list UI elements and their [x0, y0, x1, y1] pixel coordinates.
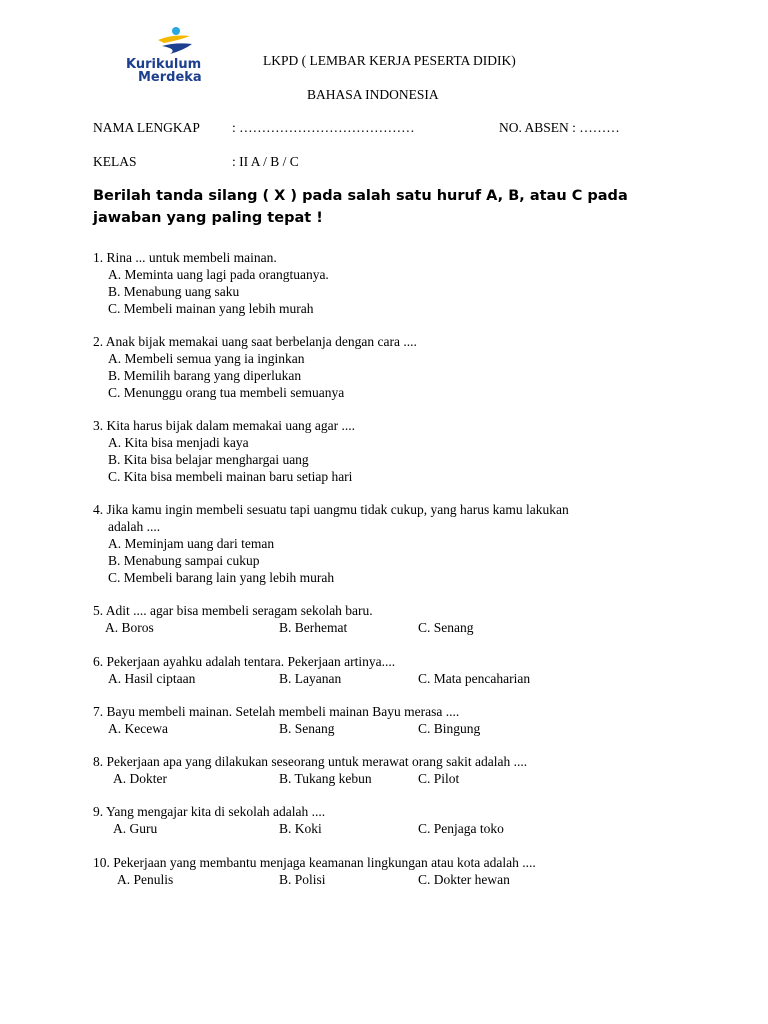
option-a[interactable]: A. Meminta uang lagi pada orangtuanya.	[108, 267, 329, 282]
option-c[interactable]: C. Dokter hewan	[418, 872, 510, 887]
instruction-text: Berilah tanda silang ( X ) pada salah satu huruf A, B, atau C pada jawaban yang paling tepat !	[93, 188, 628, 226]
question-8	[93, 753, 693, 787]
question-stem: 9. Yang mengajar kita di sekolah adalah ....	[93, 804, 326, 819]
option-b[interactable]: B. Senang	[279, 721, 335, 736]
question-7	[93, 703, 693, 737]
option-b[interactable]: B. Memilih barang yang diperlukan	[108, 368, 302, 383]
option-b[interactable]: B. Layanan	[279, 671, 342, 686]
absen-field[interactable]: NO. ABSEN : ………	[499, 120, 620, 135]
option-a[interactable]: A. Meminjam uang dari teman	[108, 536, 275, 551]
option-c[interactable]: C. Penjaga toko	[418, 821, 504, 836]
option-c[interactable]: C. Bingung	[418, 721, 481, 736]
option-a[interactable]: A. Boros	[105, 620, 154, 635]
question-stem: 3. Kita harus bijak dalam memakai uang agar ....	[93, 418, 356, 433]
option-b[interactable]: B. Berhemat	[279, 620, 348, 635]
option-b[interactable]: B. Tukang kebun	[279, 771, 372, 786]
question-stem: 10. Pekerjaan yang membantu menjaga keamanan lingkungan atau kota adalah ....	[93, 855, 536, 870]
worksheet-title: LKPD ( LEMBAR KERJA PESERTA DIDIK)	[263, 53, 516, 68]
question-stem: 7. Bayu membeli mainan. Setelah membeli mainan Bayu merasa ....	[93, 704, 460, 719]
logo-figure-icon	[150, 26, 200, 56]
subject-title: BAHASA INDONESIA	[307, 87, 439, 102]
question-10	[93, 854, 693, 888]
option-a[interactable]: A. Hasil ciptaan	[108, 671, 196, 686]
name-field[interactable]: : …………………………………	[232, 120, 415, 135]
option-c[interactable]: C. Membeli mainan yang lebih murah	[108, 301, 314, 316]
option-b[interactable]: B. Kita bisa belajar menghargai uang	[108, 452, 309, 467]
option-c[interactable]: C. Senang	[418, 620, 474, 635]
question-stem: 4. Jika kamu ingin membeli sesuatu tapi uangmu tidak cukup, yang harus kamu lakukan	[93, 502, 569, 517]
option-b[interactable]: B. Menabung sampai cukup	[108, 553, 260, 568]
class-field[interactable]: : II A / B / C	[232, 154, 299, 169]
option-c[interactable]: C. Kita bisa membeli mainan baru setiap hari	[108, 469, 353, 484]
option-b[interactable]: B. Menabung uang saku	[108, 284, 240, 299]
option-c[interactable]: C. Mata pencaharian	[418, 671, 531, 686]
question-6	[93, 653, 693, 687]
question-stem: 2. Anak bijak memakai uang saat berbelanja dengan cara ....	[93, 334, 417, 349]
question-stem-continued: adalah ....	[108, 519, 161, 534]
option-c[interactable]: C. Pilot	[418, 771, 460, 786]
logo-text-line1: Kurikulum	[126, 57, 202, 72]
option-a[interactable]: A. Guru	[113, 821, 158, 836]
option-a[interactable]: A. Membeli semua yang ia inginkan	[108, 351, 305, 366]
question-2	[93, 333, 693, 401]
question-stem: 5. Adit .... agar bisa membeli seragam sekolah baru.	[93, 603, 373, 618]
question-stem: 6. Pekerjaan ayahku adalah tentara. Pekerjaan artinya....	[93, 654, 396, 669]
option-a[interactable]: A. Kita bisa menjadi kaya	[108, 435, 249, 450]
question-1	[93, 249, 693, 317]
logo-text-line2: Merdeka	[138, 70, 202, 85]
option-a[interactable]: A. Penulis	[117, 872, 174, 887]
name-label: NAMA LENGKAP	[93, 120, 200, 135]
option-b[interactable]: B. Polisi	[279, 872, 326, 887]
question-4	[93, 501, 693, 586]
question-stem: 1. Rina ... untuk membeli mainan.	[93, 250, 277, 265]
question-9	[93, 803, 693, 837]
class-label: KELAS	[93, 154, 137, 169]
question-stem: 8. Pekerjaan apa yang dilakukan seseorang untuk merawat orang sakit adalah ....	[93, 754, 528, 769]
question-5	[93, 602, 693, 636]
option-a[interactable]: A. Kecewa	[108, 721, 168, 736]
option-c[interactable]: C. Menunggu orang tua membeli semuanya	[108, 385, 345, 400]
option-c[interactable]: C. Membeli barang lain yang lebih murah	[108, 570, 335, 585]
option-a[interactable]: A. Dokter	[113, 771, 167, 786]
question-3	[93, 417, 693, 485]
option-b[interactable]: B. Koki	[279, 821, 322, 836]
kurikulum-merdeka-logo	[122, 26, 252, 88]
